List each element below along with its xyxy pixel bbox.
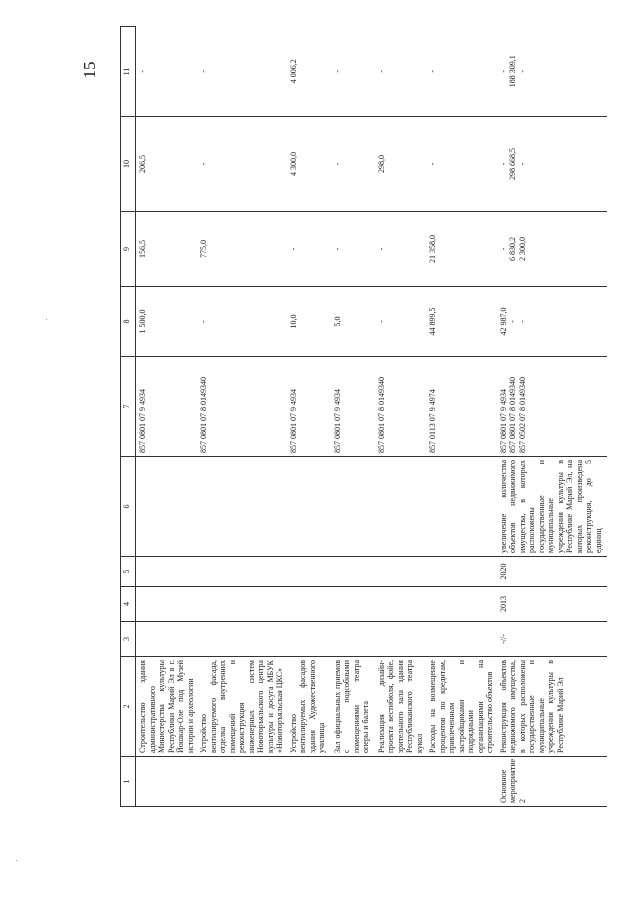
table-cell: 21 358,0 bbox=[426, 212, 497, 287]
table-cell: - 6 830,2 2 300,0 bbox=[497, 212, 607, 287]
table-cell: 857 0801 07 8 0149340 bbox=[197, 357, 287, 457]
table-cell bbox=[426, 757, 497, 807]
table-cell bbox=[426, 622, 497, 657]
table-cell bbox=[375, 457, 427, 557]
table-cell: 775,0 bbox=[197, 212, 287, 287]
table-cell: Реализация дизайн-проекта вестибюля, фойе, зрительного зала здания Республиканского театра кукол bbox=[375, 657, 427, 757]
column-header: 8 bbox=[121, 287, 136, 357]
table-row bbox=[497, 27, 607, 807]
table-cell: увеличение количества объектов недвижимого имущества, в которых расположены государственные и муниципальные учреждения культуры в Республике Марий Эл, на которых произведена реконструкция, до 5 единиц bbox=[497, 457, 607, 557]
table-cell: 857 0801 07 9 4934 bbox=[331, 357, 375, 457]
page-number: 15 bbox=[80, 61, 99, 79]
table-cell: - bbox=[197, 117, 287, 212]
table-cell: 857 0801 07 8 0149340 bbox=[375, 357, 427, 457]
table-cell: -//- bbox=[497, 622, 607, 657]
table-cell bbox=[197, 587, 287, 622]
table-cell bbox=[375, 557, 427, 587]
table-cell: 2013 bbox=[497, 587, 607, 622]
table-cell: - 188 309,1 - bbox=[497, 27, 607, 117]
budget-table-container bbox=[120, 27, 603, 807]
table-cell: 4 300,0 bbox=[287, 117, 331, 212]
table-cell: 2020 bbox=[497, 557, 607, 587]
table-cell bbox=[331, 557, 375, 587]
table-cell: - bbox=[331, 212, 375, 287]
column-header: 4 bbox=[121, 587, 136, 622]
table-cell: 857 0801 07 9 4934 bbox=[136, 357, 198, 457]
table-cell: - bbox=[287, 212, 331, 287]
table-cell: Расходы на возмещение процентов по кредитам, привлеченным застройщиками и подрядными организациями на строительство объектов bbox=[426, 657, 497, 757]
table-cell: 42 987,0 - - bbox=[497, 287, 607, 357]
table-cell: - bbox=[197, 27, 287, 117]
table-cell bbox=[287, 622, 331, 657]
table-cell bbox=[136, 587, 198, 622]
table-cell bbox=[331, 587, 375, 622]
table-row bbox=[287, 27, 331, 807]
table-cell bbox=[136, 457, 198, 557]
table-cell bbox=[375, 622, 427, 657]
column-header: 1 bbox=[121, 757, 136, 807]
table-row bbox=[331, 27, 375, 807]
table-cell: - bbox=[375, 287, 427, 357]
table-cell: Строительство здания административного Министерства культуры Республики Марий Эл в г. Йошкар-Оле под Музей истории и археологии bbox=[136, 657, 198, 757]
table-cell: 10,0 bbox=[287, 287, 331, 357]
column-header: 9 bbox=[121, 212, 136, 287]
table-cell: 298,0 bbox=[375, 117, 427, 212]
table-cell bbox=[287, 557, 331, 587]
table-cell bbox=[375, 587, 427, 622]
table-cell: Реконструкция объектов недвижимого имущества, в которых расположены государственные и муниципальные учреждения культуры в Республике Марий Эл bbox=[497, 657, 607, 757]
table-cell: 1 500,0 bbox=[136, 287, 198, 357]
table-cell: - bbox=[426, 27, 497, 117]
table-cell: 5,0 bbox=[331, 287, 375, 357]
table-cell bbox=[287, 587, 331, 622]
table-cell: Зал официальных приемов с подсобными помещениями театра оперы и балета bbox=[331, 657, 375, 757]
table-cell: - bbox=[375, 212, 427, 287]
column-header: 5 bbox=[121, 557, 136, 587]
table-cell: Устройство вентилируемых фасадов здания Художественного училища bbox=[287, 657, 331, 757]
budget-table bbox=[120, 26, 607, 807]
table-cell bbox=[197, 557, 287, 587]
table-cell bbox=[197, 457, 287, 557]
scan-speck bbox=[46, 319, 47, 320]
table-row bbox=[426, 27, 497, 807]
table-cell: Основное мероприятие 2 bbox=[497, 757, 607, 807]
table-cell: - bbox=[426, 117, 497, 212]
table-cell: 857 0801 07 9 4934 bbox=[287, 357, 331, 457]
column-header: 11 bbox=[121, 27, 136, 117]
column-header: 6 bbox=[121, 457, 136, 557]
table-cell: 857 0801 07 9 4934 857 0801 07 8 0149340 857 0502 07 8 0149340 bbox=[497, 357, 607, 457]
table-cell: - 298 668,5 - bbox=[497, 117, 607, 212]
table-cell bbox=[287, 757, 331, 807]
table-cell: 206,5 bbox=[136, 117, 198, 212]
table-cell bbox=[136, 757, 198, 807]
column-header: 10 bbox=[121, 117, 136, 212]
table-cell: - bbox=[375, 27, 427, 117]
table-cell: - bbox=[331, 27, 375, 117]
table-cell bbox=[375, 757, 427, 807]
table-cell bbox=[331, 757, 375, 807]
table-cell: Устройство вентилируемого фасада, отделка внутренних помещений и реконструкция инженерных систем Новоторъяльского центра культуры и досуга МБУК «Новоторъяльская ЦКС» bbox=[197, 657, 287, 757]
table-cell: - bbox=[197, 287, 287, 357]
table-cell: 44 899,5 bbox=[426, 287, 497, 357]
table-row bbox=[375, 27, 427, 807]
table-cell bbox=[331, 457, 375, 557]
header-row bbox=[121, 27, 136, 807]
scan-speck bbox=[16, 860, 17, 861]
column-header: 2 bbox=[121, 657, 136, 757]
table-cell bbox=[136, 622, 198, 657]
table-row bbox=[136, 27, 198, 807]
table-cell: 857 0113 07 9 4974 bbox=[426, 357, 497, 457]
table-cell bbox=[426, 457, 497, 557]
table-cell: 156,5 bbox=[136, 212, 198, 287]
column-header: 7 bbox=[121, 357, 136, 457]
table-cell bbox=[136, 557, 198, 587]
table-cell bbox=[197, 622, 287, 657]
table-cell bbox=[426, 587, 497, 622]
table-cell: - bbox=[136, 27, 198, 117]
table-cell: 4 006,2 bbox=[287, 27, 331, 117]
table-cell: - bbox=[331, 117, 375, 212]
table-cell bbox=[331, 622, 375, 657]
column-header: 3 bbox=[121, 622, 136, 657]
table-cell bbox=[426, 557, 497, 587]
table-row bbox=[197, 27, 287, 807]
table-cell bbox=[287, 457, 331, 557]
table-cell bbox=[197, 757, 287, 807]
